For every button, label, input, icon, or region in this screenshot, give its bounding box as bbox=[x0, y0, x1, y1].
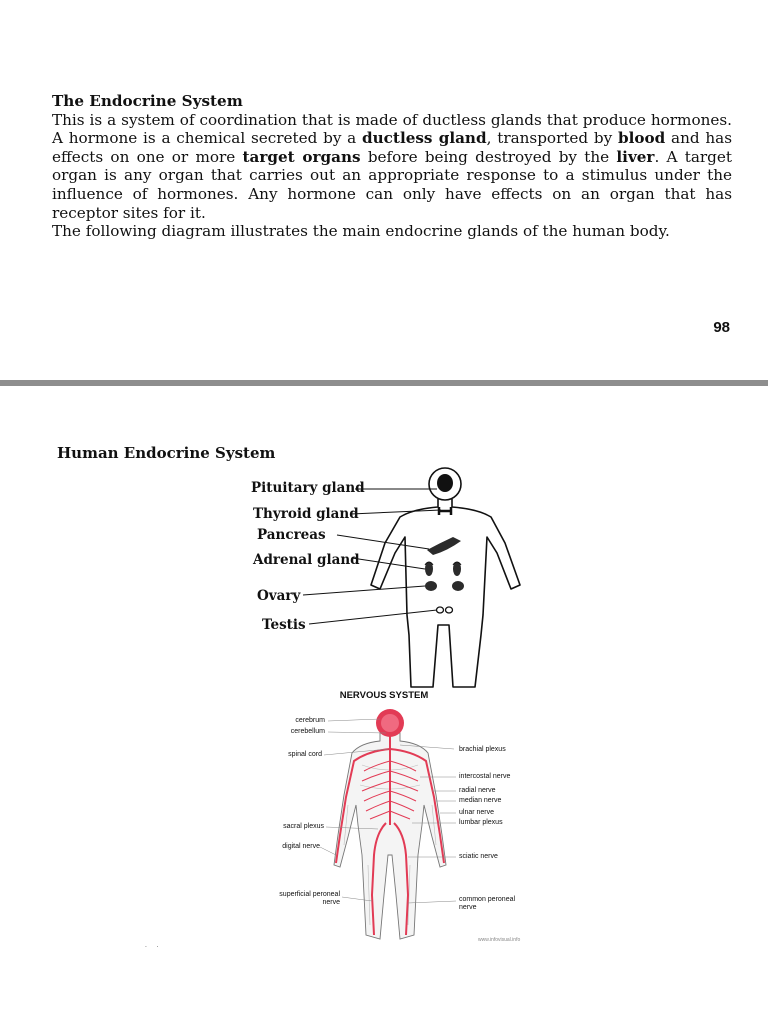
ulnar-nerve-label: ulnar nerve bbox=[459, 809, 495, 816]
human-endocrine-heading: Human Endocrine System bbox=[57, 444, 276, 462]
thyroid-gland-label: Thyroid gland bbox=[253, 506, 359, 522]
document-page-98 bbox=[0, 0, 768, 380]
common-peroneal-line2: nerve bbox=[459, 904, 477, 911]
pituitary-gland-label: Pituitary gland bbox=[251, 480, 365, 496]
superficial-peroneal-line2: nerve bbox=[322, 899, 340, 906]
digital-nerve-label: digital nerve bbox=[282, 843, 320, 850]
common-peroneal-nerve-label bbox=[459, 896, 515, 912]
radial-nerve-label: radial nerve bbox=[459, 787, 496, 794]
common-peroneal-line1: common peroneal bbox=[459, 896, 516, 903]
sciatic-nerve-label: sciatic nerve bbox=[459, 853, 498, 860]
pancreas-label: Pancreas bbox=[257, 527, 326, 543]
superficial-peroneal-nerve-label bbox=[279, 891, 340, 907]
ovary-label: Ovary bbox=[257, 588, 301, 604]
endocrine-text-block bbox=[52, 92, 732, 241]
paragraph-run: before being destroyed by the bbox=[360, 147, 617, 166]
image-credit: www.infovisual.info bbox=[478, 937, 521, 943]
endocrine-paragraph bbox=[52, 111, 732, 223]
testis-label: Testis bbox=[262, 617, 306, 633]
paragraph-run-bold: liver bbox=[616, 147, 655, 166]
adrenal-gland-label: Adrenal gland bbox=[253, 552, 360, 568]
nervous-system-diagram bbox=[240, 705, 560, 955]
stray-marks: · · bbox=[145, 944, 159, 951]
brachial-plexus-label: brachial plexus bbox=[459, 746, 506, 753]
sacral-plexus-label: sacral plexus bbox=[283, 823, 324, 830]
paragraph-run-bold: blood bbox=[618, 129, 666, 148]
cerebrum-label: cerebrum bbox=[295, 717, 325, 724]
section-title: The Endocrine System bbox=[52, 92, 243, 110]
paragraph-run: , transported by bbox=[486, 129, 618, 148]
endocrine-diagram bbox=[235, 465, 535, 695]
paragraph-run: This is a system of coordination that is made of ductless glands that produce hormones. A hormone is a chemical secreted by a bbox=[52, 110, 732, 148]
paragraph-run: and has effects on one or more bbox=[52, 129, 733, 166]
intercostal-nerve-label: intercostal nerve bbox=[459, 773, 511, 780]
page-number: 98 bbox=[713, 319, 730, 336]
nervous-system-title: NERVOUS SYSTEM bbox=[339, 690, 429, 701]
paragraph-run: . A target organ is any organ that carries out an appropriate response to a stimulus under the influence of hormones. Any hormone can only have effects on an organ that has receptor sites for it. bbox=[52, 147, 732, 222]
endocrine-body-outline-icon bbox=[235, 465, 535, 695]
superficial-peroneal-line1: superficial peroneal bbox=[279, 891, 340, 898]
lumbar-plexus-label: lumbar plexus bbox=[459, 819, 503, 826]
cerebellum-label: cerebellum bbox=[290, 728, 325, 735]
paragraph-run-bold: ductless gland bbox=[362, 129, 487, 148]
median-nerve-label: median nerve bbox=[459, 797, 502, 804]
closing-line: The following diagram illustrates the main endocrine glands of the human body. bbox=[52, 222, 670, 241]
paragraph-run-bold: target organs bbox=[242, 147, 361, 166]
spinal-cord-label: spinal cord bbox=[288, 751, 322, 758]
